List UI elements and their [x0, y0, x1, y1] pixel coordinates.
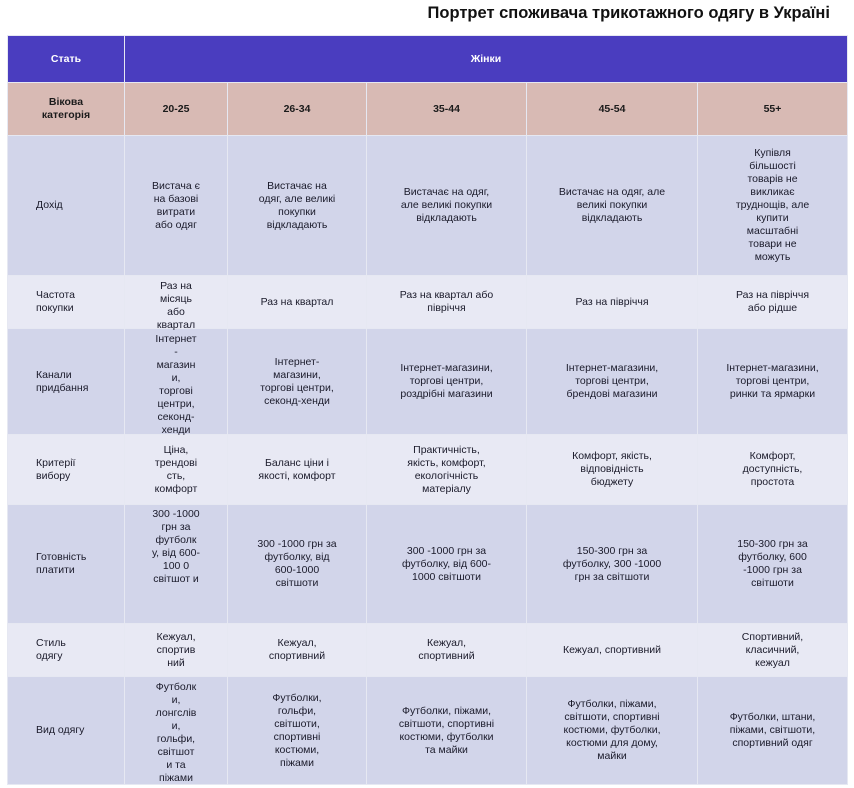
table-cell: 300 -1000 грн за футболку, від 600-1000 світшоти — [228, 505, 367, 624]
table-cell: Інтернет-магазини, торгові центри, ринки та ярмарки — [698, 329, 848, 435]
table-cell: Кежуал, спортивний — [228, 624, 367, 677]
table-row — [8, 624, 848, 677]
table-row — [8, 677, 848, 785]
gender-label: Стать — [8, 36, 125, 83]
table-cell-text: Раз на місяць або квартал — [156, 280, 196, 331]
table-cell: Футболки, піжами, світшоти, спортивні костюми, футболки та майки — [367, 677, 527, 785]
table-cell: Вистачає на одяг, але великі покупки відкладають — [228, 136, 367, 276]
age-group-header: 26-34 — [228, 83, 367, 136]
table-cell: 150-300 грн за футболку, 600 -1000 грн за світшоти — [698, 505, 848, 624]
row-label: Дохід — [8, 136, 125, 276]
age-group-header: 45-54 — [527, 83, 698, 136]
table-cell — [125, 505, 228, 624]
table-cell: Раз на квартал — [228, 276, 367, 329]
row-label: Частота покупки — [8, 276, 125, 329]
table-cell-text: Футболк и, лонгслів и, гольфи, світшот и та піжами — [155, 680, 197, 784]
row-label: Критерії вибору — [8, 435, 125, 505]
table-row — [8, 435, 848, 505]
table-cell: Раз на півріччя — [527, 276, 698, 329]
table-cell: Футболки, штани, піжами, світшоти, спортивний одяг — [698, 677, 848, 785]
row-label: Вид одягу — [8, 677, 125, 785]
table-cell: Раз на півріччя або рідше — [698, 276, 848, 329]
page-title: Портрет споживача трикотажного одягу в Україні — [427, 4, 830, 22]
table-cell: Спортивний, класичний, кежуал — [698, 624, 848, 677]
table-cell: Інтернет-магазини, торгові центри, брендові магазини — [527, 329, 698, 435]
table-cell: Баланс ціни і якості, комфорт — [228, 435, 367, 505]
table-cell: Кежуал, спортивний — [367, 624, 527, 677]
consumer-portrait-table — [7, 35, 848, 785]
gender-value: Жінки — [125, 36, 848, 83]
table-cell: Інтернет-магазини, торгові центри, роздрібні магазини — [367, 329, 527, 435]
age-group-header: 35-44 — [367, 83, 527, 136]
table-row — [8, 276, 848, 329]
table-cell: Інтернет-магазини, торгові центри, секонд-хенди — [228, 329, 367, 435]
age-group-header: 20-25 — [125, 83, 228, 136]
table-cell: Раз на квартал або півріччя — [367, 276, 527, 329]
age-group-header: 55+ — [698, 83, 848, 136]
table-row — [8, 136, 848, 276]
table-cell: Комфорт, доступність, простота — [698, 435, 848, 505]
table-cell-text: Інтернет - магазин и, торгові центри, секонд-хенди — [155, 332, 197, 436]
row-label: Готовність платити — [8, 505, 125, 624]
age-category-label: Вікова категорія — [8, 83, 125, 136]
table-cell: Ціна, трендові сть, комфорт — [125, 435, 228, 505]
table-cell — [125, 329, 228, 435]
table-cell: Вистачає на одяг, але великі покупки відкладають — [527, 136, 698, 276]
table-cell: Комфорт, якість, відповідність бюджету — [527, 435, 698, 505]
table-cell: 300 -1000 грн за футболку, від 600-1000 світшоти — [367, 505, 527, 624]
table-cell: Практичність, якість, комфорт, екологічність матеріалу — [367, 435, 527, 505]
row-label: Стиль одягу — [8, 624, 125, 677]
table-cell: Вистача є на базові витрати або одяг — [125, 136, 228, 276]
table-cell: Футболки, гольфи, світшоти, спортивні костюми, піжами — [228, 677, 367, 785]
gender-header-row — [8, 36, 848, 83]
table-cell: Вистачає на одяг, але великі покупки відкладають — [367, 136, 527, 276]
table-cell: 150-300 грн за футболку, 300 -1000 грн за світшоти — [527, 505, 698, 624]
table-cell — [125, 276, 228, 329]
table-cell-text: 300 -1000 грн за футболк у, від 600-100 0 світшот и — [151, 508, 200, 585]
table-row — [8, 505, 848, 624]
table-cell: Кежуал, спортивний — [527, 624, 698, 677]
age-header-row — [8, 83, 848, 136]
table-cell: Кежуал, спортив ний — [125, 624, 228, 677]
table-cell: Купівля більшості товарів не викликає труднощів, але купити масштабні товари не можуть — [698, 136, 848, 276]
row-label: Канали придбання — [8, 329, 125, 435]
table-row — [8, 329, 848, 435]
table-cell: Футболки, піжами, світшоти, спортивні костюми, футболки, костюми для дому, майки — [527, 677, 698, 785]
table-cell — [125, 677, 228, 785]
